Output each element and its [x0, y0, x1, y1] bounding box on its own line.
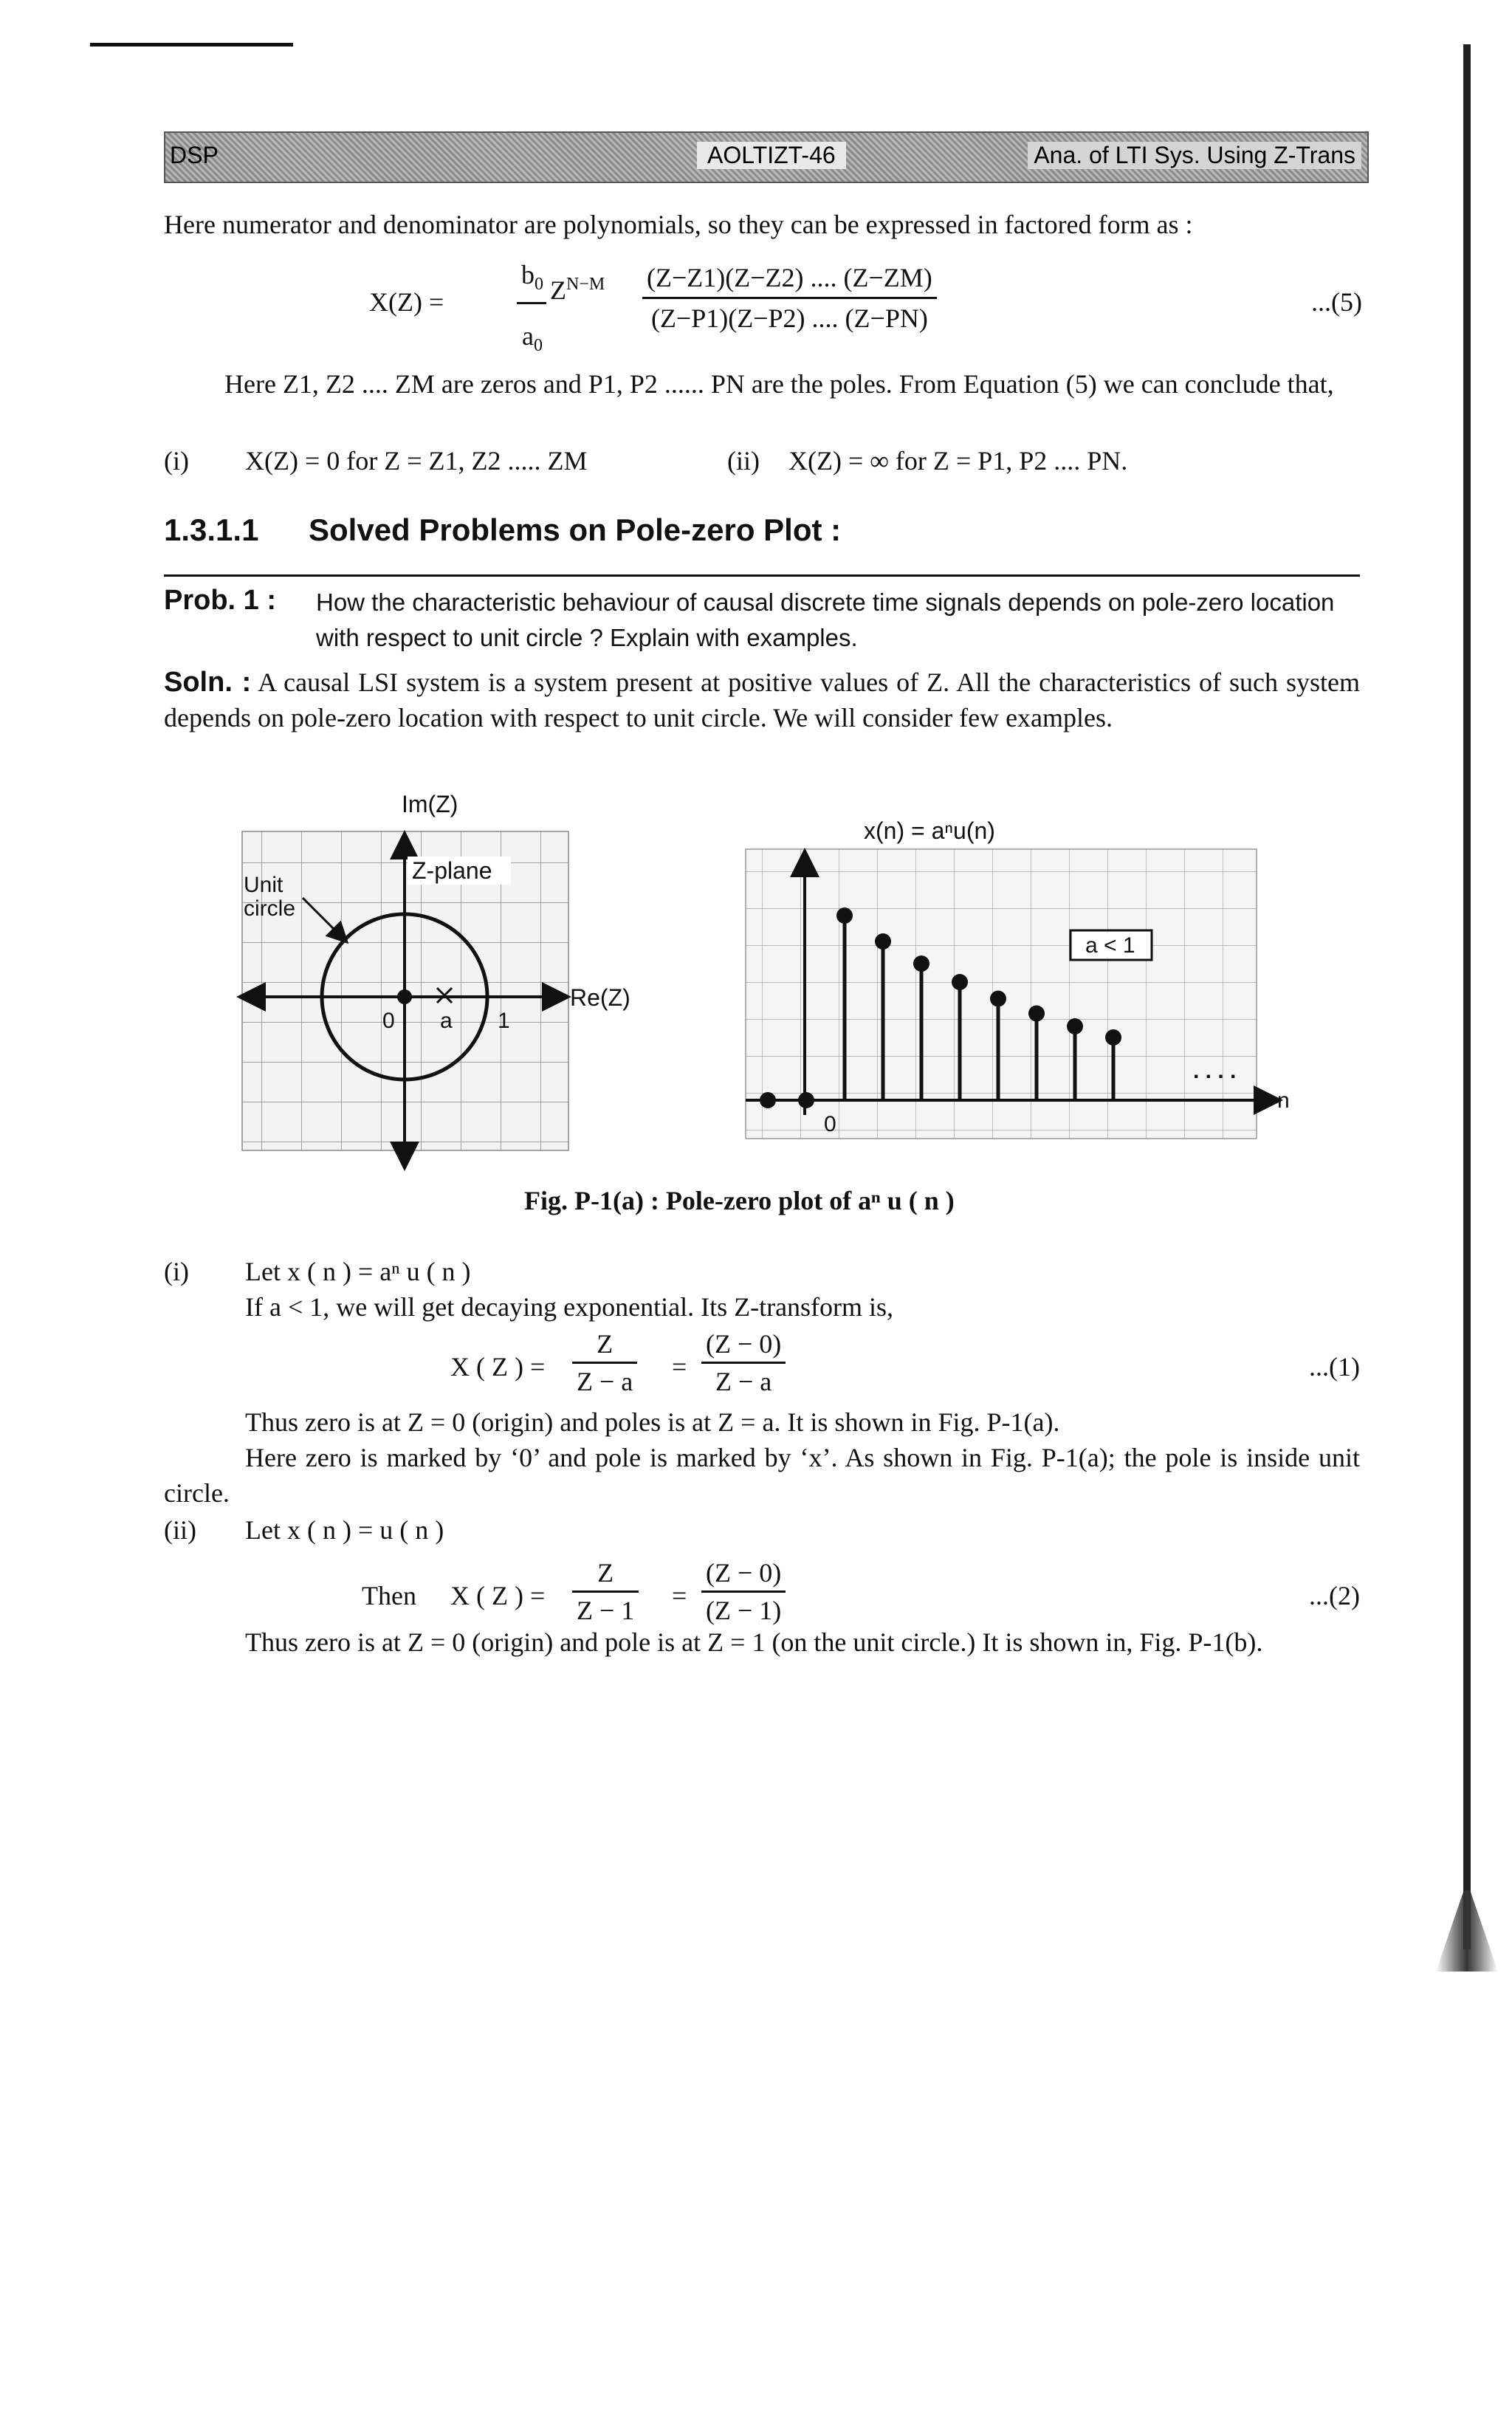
part-i-label: (i): [164, 1257, 189, 1286]
soln-paragraph: [164, 665, 1360, 735]
eq1-f1-num: Z: [572, 1326, 637, 1364]
pole-label: a: [440, 1009, 453, 1033]
page-edge-line: [1463, 44, 1471, 1949]
signal-sample-point: [836, 907, 853, 924]
conclusion-i-text: X(Z) = 0 for Z = Z1, Z2 ..... ZM: [245, 446, 588, 476]
signal-sample-point: [760, 1092, 776, 1108]
eq5-power-exp: N−M: [566, 275, 605, 294]
eq1-f2-den: Z − a: [715, 1367, 772, 1396]
signal-origin: 0: [824, 1112, 836, 1136]
eq5-coef-bar: [517, 302, 546, 304]
figure-caption: Fig. P-1(a) : Pole-zero plot of aⁿ u ( n ): [524, 1186, 955, 1215]
eq2-f1-num: Z: [572, 1555, 639, 1593]
eq5-a: a: [522, 321, 534, 351]
signal-figure: [724, 797, 1299, 1159]
signal-sample-point: [875, 933, 891, 950]
eq1-lhs: X ( Z ) =: [450, 1352, 546, 1382]
eq5-power: [550, 275, 605, 306]
part-i-here: Here zero is marked by ‘0’ and pole is marked by ‘x’. As shown in Fig. P-1(a); the pole is inside unit circle.: [164, 1443, 1360, 1508]
eq2-frac-1: [572, 1555, 639, 1628]
conclusion-i-label: (i): [164, 446, 189, 476]
eq5-denominator: (Z−P1)(Z−P2) .... (Z−PN): [650, 303, 928, 333]
signal-sample-point: [913, 955, 929, 972]
signal-sample-point: [952, 974, 968, 990]
signal-n-label: n: [1277, 1088, 1290, 1113]
eq1-f1-den: Z − a: [577, 1367, 633, 1396]
part-ii-let: Let x ( n ) = u ( n ): [245, 1515, 444, 1545]
header-right: Ana. of LTI Sys. Using Z-Trans: [1028, 142, 1361, 169]
soln-text: A causal LSI system is a system present at positive values of Z. All the characteristics of such system depends on pole-zero location with respect to unit circle. We will consider few examples.: [164, 668, 1360, 732]
z-plane-figure: [221, 783, 630, 1181]
re-label: Re(Z): [570, 984, 630, 1011]
problem-rule: [164, 574, 1360, 577]
origin-label: 0: [382, 1009, 395, 1033]
conclusion-ii-text: X(Z) = ∞ for Z = P1, P2 .... PN.: [788, 446, 1128, 476]
eq2-frac-2: [701, 1555, 786, 1628]
eq5-b: b: [521, 260, 535, 289]
eq5-main-frac: [642, 258, 937, 337]
eq1-f2-num: (Z − 0): [701, 1326, 786, 1364]
one-label: 1: [498, 1009, 510, 1033]
zeros-poles-paragraph: Here Z1, Z2 .... ZM are zeros and P1, P2 ...... PN are the poles. From Equation (5) we can conclude that,: [224, 369, 1334, 399]
signal-sample-point: [1067, 1018, 1083, 1034]
eq2-then: Then: [362, 1581, 416, 1610]
eq2-f2-den: (Z − 1): [706, 1596, 782, 1625]
prob1-text: How the characteristic behaviour of causal discrete time signals depends on pole-zero location with respect to unit circle ? Explain with examples.: [316, 588, 1335, 651]
eq1-tag: ...(1): [1309, 1352, 1360, 1382]
page-edge-foot: [1436, 1890, 1498, 1972]
part-i-thus: Thus zero is at Z = 0 (origin) and poles is at Z = a. It is shown in Fig. P-1(a).: [245, 1407, 1060, 1437]
eq5-lhs: X(Z) =: [369, 287, 444, 317]
soln-label: Soln. :: [164, 667, 252, 698]
section-title: Solved Problems on Pole-zero Plot :: [309, 512, 842, 547]
unit-label-1: Unit: [244, 873, 284, 897]
eq1-frac-2: [701, 1326, 786, 1399]
signal-sample-point: [990, 991, 1006, 1007]
signal-title: x(n) = aⁿu(n): [864, 817, 995, 844]
top-left-rule: [90, 43, 293, 47]
eq5-b-sub: 0: [535, 275, 543, 295]
part-i-if: If a < 1, we will get decaying exponential. Its Z-transform is,: [245, 1292, 894, 1322]
header-left: DSP: [170, 142, 219, 168]
conclusion-ii-label: (ii): [727, 446, 760, 476]
z-plane-label: Z-plane: [412, 857, 492, 884]
part-i-let: Let x ( n ) = aⁿ u ( n ): [245, 1257, 471, 1286]
eq2-tag: ...(2): [1309, 1581, 1360, 1610]
part-ii-thus: Thus zero is at Z = 0 (origin) and pole is at Z = 1 (on the unit circle.) It is shown in, Fig. P-1(b).: [245, 1627, 1263, 1657]
eq5-coef: [517, 258, 548, 362]
signal-sample-point: [1028, 1006, 1045, 1022]
running-header: [164, 131, 1369, 183]
equation-5: [369, 258, 1362, 356]
part-ii-label: (ii): [164, 1515, 196, 1545]
eq2-f1-den: Z − 1: [577, 1596, 635, 1625]
condition-label: a < 1: [1085, 933, 1135, 958]
prob1-label: Prob. 1 :: [164, 585, 277, 616]
eq2-lhs: X ( Z ) =: [450, 1581, 546, 1610]
header-center: AOLTIZT-46: [697, 142, 846, 169]
eq5-power-base: Z: [550, 275, 566, 305]
eq5-a-sub: 0: [533, 336, 543, 356]
eq2-equals: =: [672, 1581, 687, 1610]
signal-continuation-dots: . . . .: [1193, 1059, 1237, 1083]
eq1-equals: =: [672, 1352, 687, 1382]
im-label: Im(Z): [402, 791, 458, 817]
eq5-tag: ...(5): [1311, 287, 1362, 317]
intro-paragraph: Here numerator and denominator are polynomials, so they can be expressed in factored form as :: [164, 210, 1193, 239]
eq5-numerator: (Z−Z1)(Z−Z2) .... (Z−ZM): [642, 258, 937, 299]
eq2-f2-num: (Z − 0): [701, 1555, 786, 1593]
signal-sample-point: [1105, 1029, 1121, 1046]
signal-sample-point: [798, 1092, 814, 1108]
section-number: 1.3.1.1: [164, 512, 259, 547]
unit-label-2: circle: [244, 896, 296, 921]
equation-1: [450, 1326, 1360, 1407]
eq1-frac-1: [572, 1326, 637, 1399]
zero-marker: [397, 989, 412, 1004]
